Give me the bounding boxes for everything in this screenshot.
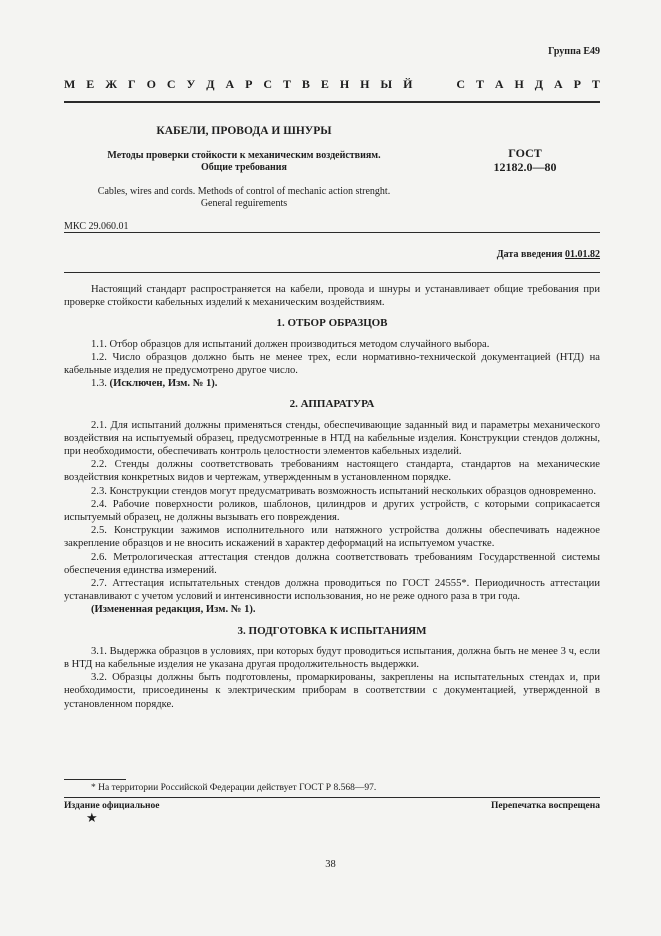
banner-letter: Н bbox=[339, 77, 350, 91]
banner-letter: Й bbox=[403, 77, 413, 91]
footnote-divider bbox=[64, 779, 126, 780]
gost-label: ГОСТ bbox=[508, 146, 542, 160]
group-code: Группа Е49 bbox=[548, 46, 600, 57]
banner-letter: Д bbox=[206, 77, 215, 91]
english-title bbox=[64, 186, 424, 210]
banner-gap bbox=[423, 77, 445, 92]
banner-letter: Т bbox=[591, 77, 600, 91]
banner-letter: Т bbox=[475, 77, 484, 91]
banner-letter: Н bbox=[514, 77, 524, 91]
mks-code: МКС 29.060.01 bbox=[64, 221, 129, 232]
effective-date-value: 01.01.82 bbox=[565, 249, 600, 260]
section-paragraph: 1.2. Число образцов должно быть не менее трех, если нормативно-технической документацией (НТД) на кабельные изделия не предусмотрено другое число. bbox=[64, 351, 600, 377]
section-paragraph: 2.1. Для испытаний должны применяться стенды, обеспечивающие заданный вид и параметры механического воздействия на испытуемый образец, предусмотренные в НТД на кабельные изделия. Конструкции стендов должны, при необходимости, обеспечивать контроль целостности элементов кабельных изделий. bbox=[64, 419, 600, 458]
section-paragraph: 2.5. Конструкции зажимов исполнительного или натяжного устройства должны обеспечивать надежное закрепление образцов и не вносить искажений в характер деформаций на испытуемом участке. bbox=[64, 525, 600, 550]
section-paragraph bbox=[64, 377, 600, 390]
section-paragraph: 2.6. Метрологическая аттестация стендов должна соответствовать требованиям Государственной системы обеспечения единства измерений. bbox=[64, 551, 600, 576]
banner-letter: М bbox=[64, 77, 76, 91]
amendment-note: (Измененная редакция, Изм. № 1). bbox=[91, 604, 256, 616]
banner-letter: Е bbox=[320, 77, 329, 91]
section-paragraph: 2.4. Рабочие поверхности роликов, шаблонов, цилиндров и других устройств, с которыми соприкасается испытуемый образец, не должны вызывать его повреждения. bbox=[64, 498, 600, 524]
banner-letter: Ж bbox=[105, 77, 118, 91]
document-title: КАБЕЛИ, ПРОВОДА И ШНУРЫ bbox=[156, 125, 332, 137]
banner-letter: Т bbox=[282, 77, 291, 91]
date-divider bbox=[64, 272, 600, 273]
mks-divider bbox=[64, 232, 600, 233]
page-number: 38 bbox=[325, 859, 336, 870]
section-heading: 3. ПОДГОТОВКА К ИСПЫТАНИЯМ bbox=[237, 624, 427, 637]
effective-date-label: Дата введения bbox=[496, 249, 563, 260]
section-heading: 2. АППАРАТУРА bbox=[289, 398, 375, 411]
reprint-notice: Перепечатка воспрещена bbox=[490, 801, 600, 811]
banner-letter: Д bbox=[534, 77, 544, 91]
document-body bbox=[64, 283, 600, 711]
subtitle-line-1: Методы проверки стойкости к механическим воздействиям. bbox=[107, 150, 381, 161]
header-divider bbox=[64, 101, 600, 103]
banner-letter: Ы bbox=[380, 77, 393, 91]
section-paragraph bbox=[64, 603, 600, 616]
document-subtitle bbox=[64, 150, 424, 174]
footer-divider bbox=[64, 797, 600, 798]
banner-letter: Н bbox=[360, 77, 370, 91]
english-title-line-1: Cables, wires and cords. Methods of control of mechanic action strenght. bbox=[97, 186, 391, 197]
english-title-line-2: General reguirements bbox=[200, 198, 288, 209]
banner-letter: Р bbox=[245, 77, 253, 91]
banner-letter: А bbox=[553, 77, 563, 91]
section-paragraph: 3.2. Образцы должны быть подготовлены, промаркированы, закреплены на испытательных стендах и, при необходимости, присоединены к электрическим приборам в соответствии с документацией, утвержденной в установленном порядке. bbox=[64, 672, 600, 710]
section-paragraph: 2.2. Стенды должны соответствовать требованиям настоящего стандарта, стандартов на механические воздействия конкретных видов и чертежам, утвержденным в установленном порядке. bbox=[64, 459, 600, 484]
banner-letter: О bbox=[146, 77, 156, 91]
banner-letter: С bbox=[456, 77, 465, 91]
gost-designation bbox=[470, 146, 580, 174]
banner-letter: Е bbox=[86, 77, 95, 91]
banner-letter: В bbox=[301, 77, 310, 91]
edition-label: Издание официальное bbox=[64, 801, 160, 811]
footnote: * На территории Российской Федерации действует ГОСТ Р 8.568—97. bbox=[91, 783, 377, 793]
banner-letter: С bbox=[166, 77, 176, 91]
standard-banner bbox=[64, 77, 600, 92]
banner-letter: Р bbox=[573, 77, 581, 91]
subtitle-line-2: Общие требования bbox=[201, 162, 287, 173]
banner-letter: А bbox=[494, 77, 504, 91]
paragraph-number: 1.3. bbox=[91, 378, 110, 390]
section-paragraph: 1.1. Отбор образцов для испытаний должен производиться методом случайного выбора. bbox=[91, 338, 490, 350]
gost-number: 12182.0—80 bbox=[493, 160, 557, 174]
intro-paragraph: Настоящий стандарт распространяется на кабели, провода и шнуры и устанавливает общие требования при проверке стойкости кабельных изделий к механическим воздействиям. bbox=[64, 284, 600, 309]
banner-letter: Г bbox=[128, 77, 136, 91]
banner-letter: А bbox=[225, 77, 235, 91]
section-heading: 1. ОТБОР ОБРАЗЦОВ bbox=[276, 317, 388, 330]
section-paragraph: 2.7. Аттестация испытательных стендов должна проводиться по ГОСТ 24555*. Периодичность аттестации устанавливают с учетом условий и интенсивности использования, но не реже одного раза в три года. bbox=[64, 578, 600, 603]
amendment-note: (Исключен, Изм. № 1). bbox=[109, 378, 218, 390]
section-paragraph: 3.1. Выдержка образцов в условиях, при которых будут проводиться испытания, должна быть не менее 3 ч, если в НТД на кабельные изделия не указана другая продолжительность выдержки. bbox=[64, 645, 600, 671]
banner-letter: У bbox=[186, 77, 196, 91]
star-icon: ★ bbox=[86, 810, 98, 825]
effective-date bbox=[497, 249, 600, 260]
banner-letter: С bbox=[263, 77, 273, 91]
section-paragraph: 2.3. Конструкции стендов могут предусматривать возможность испытаний нескольких образцов одновременно. bbox=[91, 485, 596, 497]
